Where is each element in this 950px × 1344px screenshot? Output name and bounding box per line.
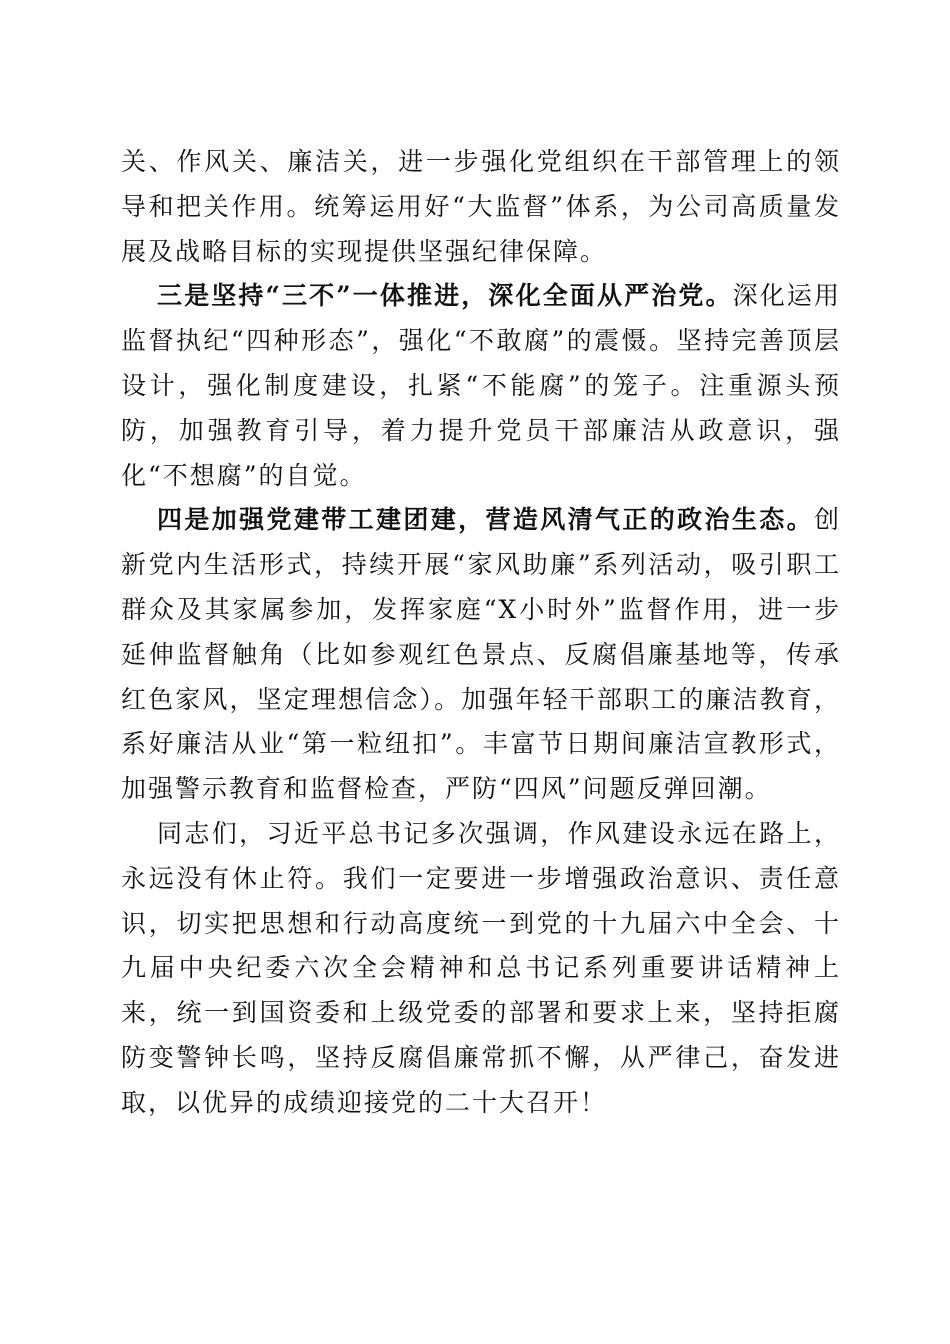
paragraph-party-building <box>121 498 841 812</box>
paragraph-closing <box>121 812 841 1126</box>
paragraph-continuation <box>121 140 841 274</box>
paragraph-text: 创新党内生活形式，持续开展“家风助廉”系列活动，吸引职工群众及其家属参加，发挥家庭“X小时外”监督作用，进一步延伸监督触角（比如参观红色景点、反腐倡廉基地等，传承红色家风，坚定理想信念）。加强年轻干部职工的廉洁教育，系好廉洁从业“第一粒纽扣”。丰富节日期间廉洁宣教形式，加强警示教育和监督检查，严防“四风”问题反弹回潮。 <box>121 505 841 804</box>
paragraph-text: 深化运用监督执纪“四种形态”，强化“不敢腐”的震慑。坚持完善顶层设计，强化制度建设，扎紧“不能腐”的笼子。注重源头预防，加强教育引导，着力提升党员干部廉洁从政意识，强化“不想腐”的自觉。 <box>121 281 841 490</box>
paragraph-text: 同志们，习近平总书记多次强调，作风建设永远在路上，永远没有休止符。我们一定要进一步增强政治意识、责任意识，切实把思想和行动高度统一到党的十九届六中全会、十九届中央纪委六次全会精神和总书记系列重要讲话精神上来，统一到国资委和上级党委的部署和要求上来，坚持拒腐防变警钟长鸣，坚持反腐倡廉常抓不懈，从严律己，奋发进取，以优异的成绩迎接党的二十大召开！ <box>121 818 841 1117</box>
paragraph-heading: 四是加强党建带工建团建，营造风清气正的政治生态。 <box>157 505 814 535</box>
paragraph-three-no <box>121 274 841 498</box>
paragraph-text: 关、作风关、廉洁关，进一步强化党组织在干部管理上的领导和把关作用。统筹运用好“大监督”体系，为公司高质量发展及战略目标的实现提供坚强纪律保障。 <box>121 147 841 266</box>
document-body <box>121 140 841 1126</box>
paragraph-heading: 三是坚持“三不”一体推进，深化全面从严治党。 <box>157 281 733 311</box>
